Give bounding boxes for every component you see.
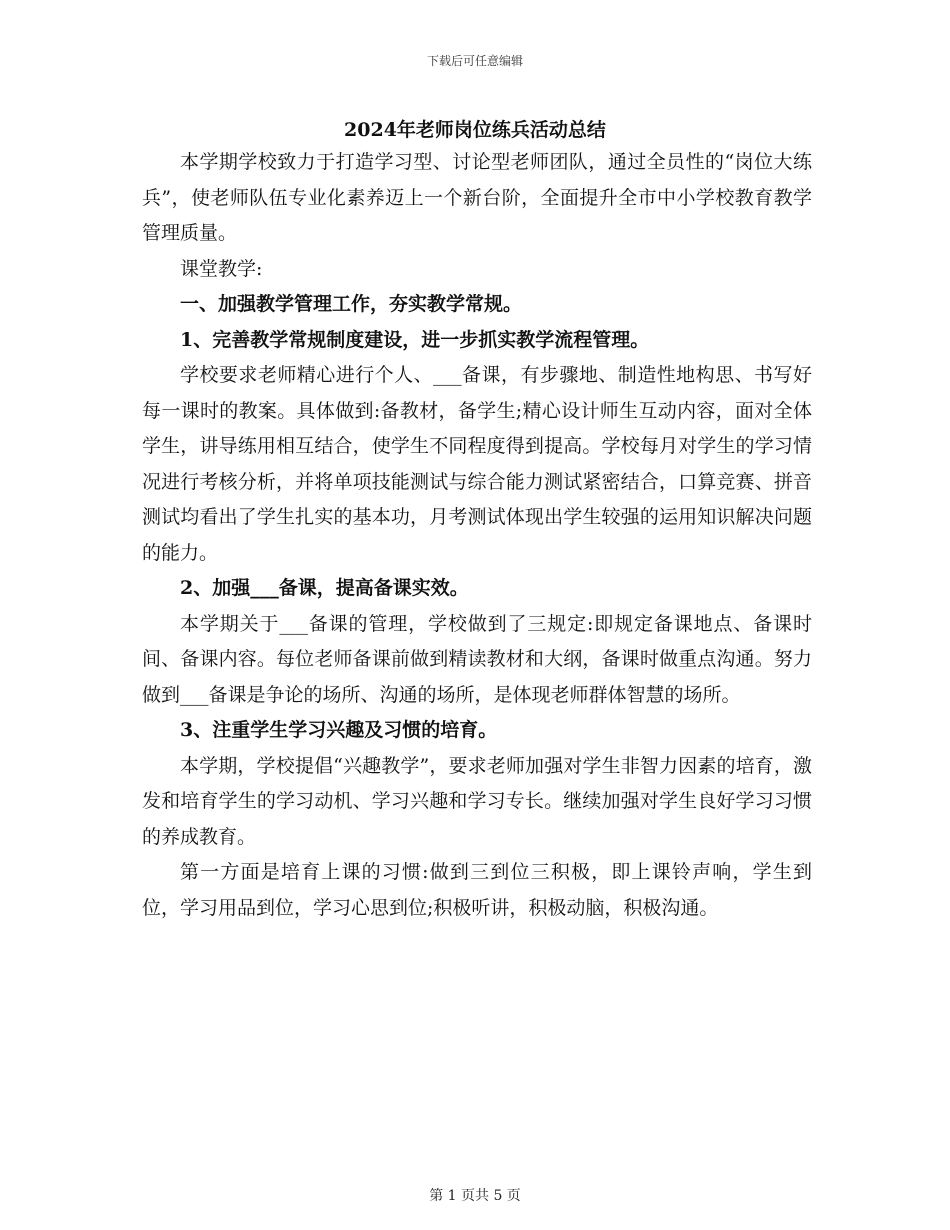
document-body bbox=[142, 145, 812, 926]
section-heading-1: 一、加强教学管理工作，夯实教学常规。 bbox=[180, 293, 523, 315]
paragraph-prep-management: 本学期关于___备课的管理，学校做到了三规定:即规定备课地点、备课时间、备课内容。每位老师备课前做到精读教材和大纲，备课时做重点沟通。努力做到___备课是争论的场所、沟通的场所，是体现老师群体智慧的场所。 bbox=[142, 612, 812, 706]
page-footer: 第 1 页共 5 页 bbox=[429, 1188, 521, 1204]
paragraph-intro: 本学期学校致力于打造学习型、讨论型老师团队，通过全员性的“岗位大练兵”，使老师队伍专业化素养迈上一个新台阶，全面提升全市中小学校教育教学管理质量。 bbox=[142, 151, 812, 244]
subsection-heading-2: 2、加强___备课，提高备课实效。 bbox=[180, 577, 469, 599]
paragraph-class-habits: 第一方面是培育上课的习惯:做到三到位三积极，即上课铃声响，学生到位，学习用品到位，学习心思到位;积极听讲，积极动脑，积极沟通。 bbox=[142, 861, 812, 919]
paragraph-classroom-teaching: 课堂教学: bbox=[180, 257, 263, 280]
document-title: 2024年老师岗位练兵活动总结 bbox=[344, 119, 606, 141]
paragraph-interest-teaching: 本学期，学校提倡“兴趣教学”，要求老师加强对学生非智力因素的培育，激发和培育学生的学习动机、学习兴趣和学习专长。继续加强对学生良好学习习惯的养成教育。 bbox=[142, 754, 812, 848]
header-note: 下载后可任意编辑 bbox=[426, 54, 523, 68]
subsection-heading-1: 1、完善教学常规制度建设，进一步抓实教学流程管理。 bbox=[180, 328, 650, 351]
subsection-heading-3: 3、注重学生学习兴趣及习惯的培育。 bbox=[180, 719, 498, 741]
paragraph-lesson-prep: 学校要求老师精心进行个人、___备课，有步骤地、制造性地构思、书写好每一课时的教案。具体做到:备教材，备学生;精心设计师生互动内容，面对全体学生，讲导练用相互结合，使学生不同程度得到提高。学校每月对学生的学习情况进行考核分析，并将单项技能测试与综合能力测试紧密结合，口算竞赛、拼音测试均看出了学生扎实的基本功，月考测试体现出学生较强的运用知识解决问题的能力。 bbox=[142, 364, 812, 564]
